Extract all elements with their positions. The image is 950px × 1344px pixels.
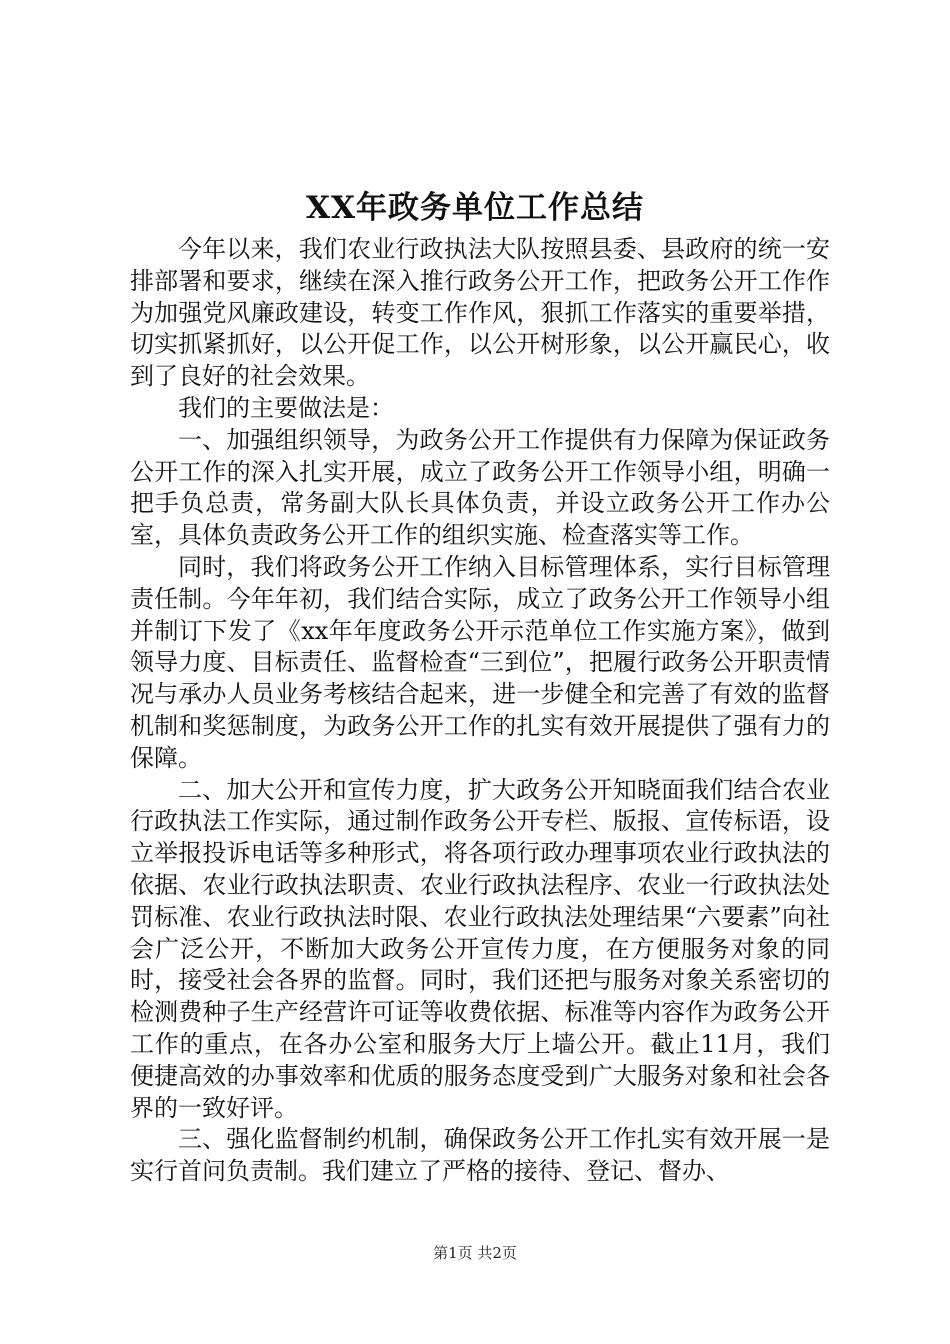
paragraph-intro: 今年以来，我们农业行政执法大队按照县委、县政府的统一安排部署和要求，继续在深入推行政务公开工作，把政务公开工作作为加强党风廉政建设，转变工作作风，狠抓工作落实的重要举措，切实抓紧抓好，以公开促工作，以公开树形象，以公开赢民心，收到了良好的社会效果。 xyxy=(130,235,830,391)
page-number-footer: 第1页 共2页 xyxy=(433,1244,517,1262)
document-body xyxy=(130,234,830,1188)
paragraph-section-1: 一、加强组织领导，为政务公开工作提供有力保障为保证政务公开工作的深入扎实开展，成立了政务公开工作领导小组，明确一把手负总责，常务副大队长具体负责，并设立政务公开工作办公室，具体负责政务公开工作的组织实施、检查落实等工作。 xyxy=(130,425,830,550)
paragraph-section-1-cont: 同时，我们将政务公开工作纳入目标管理体系，实行目标管理责任制。今年年初，我们结合实际，成立了政务公开工作领导小组并制订下发了《xx年年度政务公开示范单位工作实施方案》，做到领导力度、目标责任、监督检查“三到位”，把履行政务公开职责情况与承办人员业务考核结合起来，进一步健全和完善了有效的监督机制和奖惩制度，为政务公开工作的扎实有效开展提供了强有力的保障。 xyxy=(130,552,830,772)
paragraph-main-methods: 我们的主要做法是： xyxy=(178,393,394,422)
paragraph-section-2: 二、加大公开和宣传力度，扩大政务公开知晓面我们结合农业行政执法工作实际，通过制作政务公开专栏、版报、宣传标语，设立举报投诉电话等多种形式，将各项行政办理事项农业行政执法的依据、农业行政执法职责、农业行政执法程序、农业一行政执法处罚标准、农业行政执法时限、农业行政执法处理结果“六要素”向社会广泛公开，不断加大政务公开宣传力度，在方便服务对象的同时，接受社会各界的监督。同时，我们还把与服务对象关系密切的检测费种子生产经营许可证等收费依据、标准等内容作为政务公开工作的重点，在各办公室和服务大厅上墙公开。截止11月，我们便捷高效的办事效率和优质的服务态度受到广大服务对象和社会各界的一致好评。 xyxy=(130,775,830,1122)
paragraph-section-3: 三、强化监督制约机制，确保政务公开工作扎实有效开展一是实行首问负责制。我们建立了严格的接待、登记、督办、 xyxy=(130,1125,830,1186)
document-title: XX年政务单位工作总结 xyxy=(305,190,645,226)
